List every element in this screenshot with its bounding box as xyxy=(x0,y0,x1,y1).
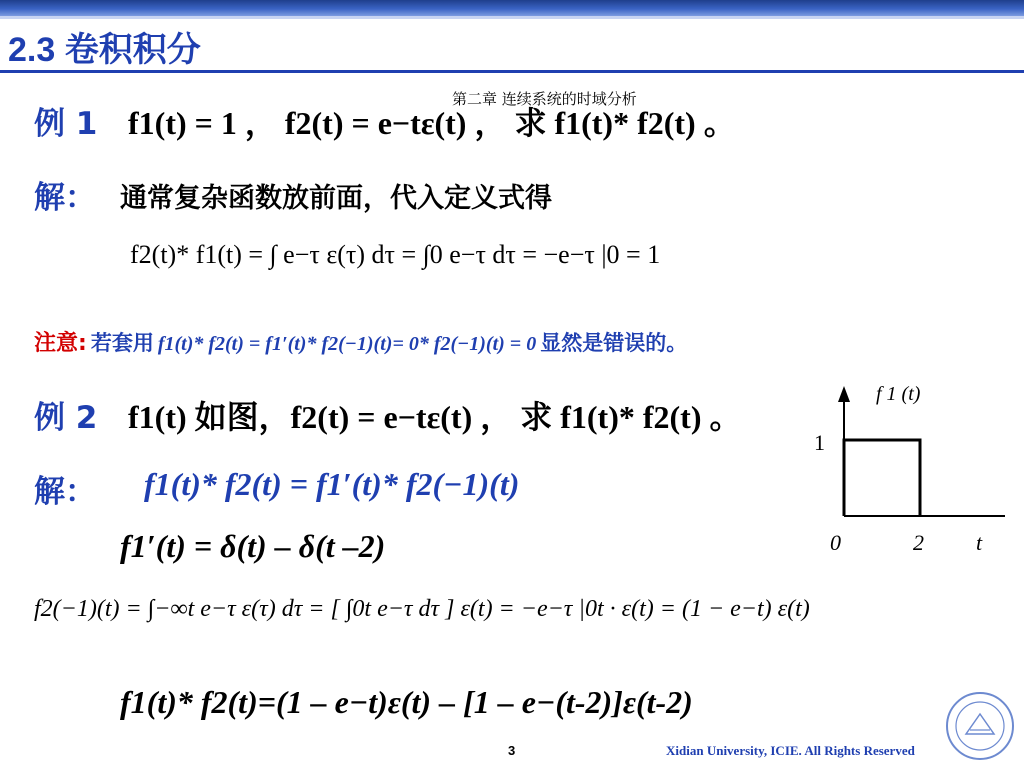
solution2-result: f1(t)* f2(t)=(1 – e−t)ε(t) – [1 – e−(t-2)]ε(t-2) xyxy=(120,684,693,720)
title-rule xyxy=(0,70,1024,73)
top-banner-line xyxy=(0,16,1024,19)
note-formula: f1(t)* f2(t) = f1′(t)* f2(−1)(t)= 0* f2(−1)(t) = 0 xyxy=(157,333,537,355)
note-line xyxy=(34,326,687,357)
note-colon: : xyxy=(78,331,87,356)
university-seal-logo xyxy=(944,690,1016,762)
solution2-line2: f1′(t) = δ(t) – δ(t –2) xyxy=(120,528,386,564)
plot-xlabel: t xyxy=(976,530,983,555)
plot-ylabel: f 1 (t) xyxy=(876,383,921,405)
solution2-label: 解： xyxy=(34,474,96,510)
pulse-curve xyxy=(844,440,920,516)
solution1-text: 通常复杂函数放前面，代入定义式得 xyxy=(120,183,552,214)
plot-xtick-2: 2 xyxy=(913,530,924,555)
note-conclusion: 显然是错误的。 xyxy=(540,331,688,355)
example1-equation xyxy=(130,240,660,270)
example1-label: 例 1 xyxy=(34,106,98,142)
note-label: 注意 xyxy=(34,331,79,356)
page-number: 3 xyxy=(508,743,516,758)
example1-equation-text: f2(t)* f1(t) = ∫ e−τ ε(τ) dτ = ∫0 e−τ dτ = −e−τ |0 = 1 xyxy=(130,240,661,269)
example2-label: 例 2 xyxy=(34,400,98,436)
footer-rights: Xidian University, ICIE. All Rights Reserved xyxy=(666,743,915,758)
plot-xtick-0: 0 xyxy=(830,530,841,555)
note-text: 若套用 xyxy=(90,331,154,355)
solution1-label: 解： xyxy=(34,180,96,216)
example1-statement: f1(t) = 1 ， f2(t) = e−tε(t) ， 求 f1(t)* f2(t) 。 xyxy=(128,105,736,141)
example2-statement: f1(t) 如图，f2(t) = e−tε(t) ， 求 f1(t)* f2(t) 。 xyxy=(128,399,742,435)
plot-ytick-1: 1 xyxy=(814,430,825,455)
solution2-line1: f1(t)* f2(t) = f1′(t)* f2(−1)(t) xyxy=(144,466,520,502)
slide-title: 2.3 卷积积分 xyxy=(8,31,201,69)
chapter-caption: 第二章 连续系统的时域分析 xyxy=(452,90,637,108)
pulse-plot xyxy=(800,378,1010,560)
y-axis-arrow xyxy=(838,386,850,402)
top-banner xyxy=(0,0,1024,16)
solution2-line3: f2(−1)(t) = ∫−∞t e−τ ε(τ) dτ = [ ∫0t e−τ dτ ] ε(t) = −e−τ |0t · ε(t) = (1 − e−t) ε(t) xyxy=(34,596,810,622)
